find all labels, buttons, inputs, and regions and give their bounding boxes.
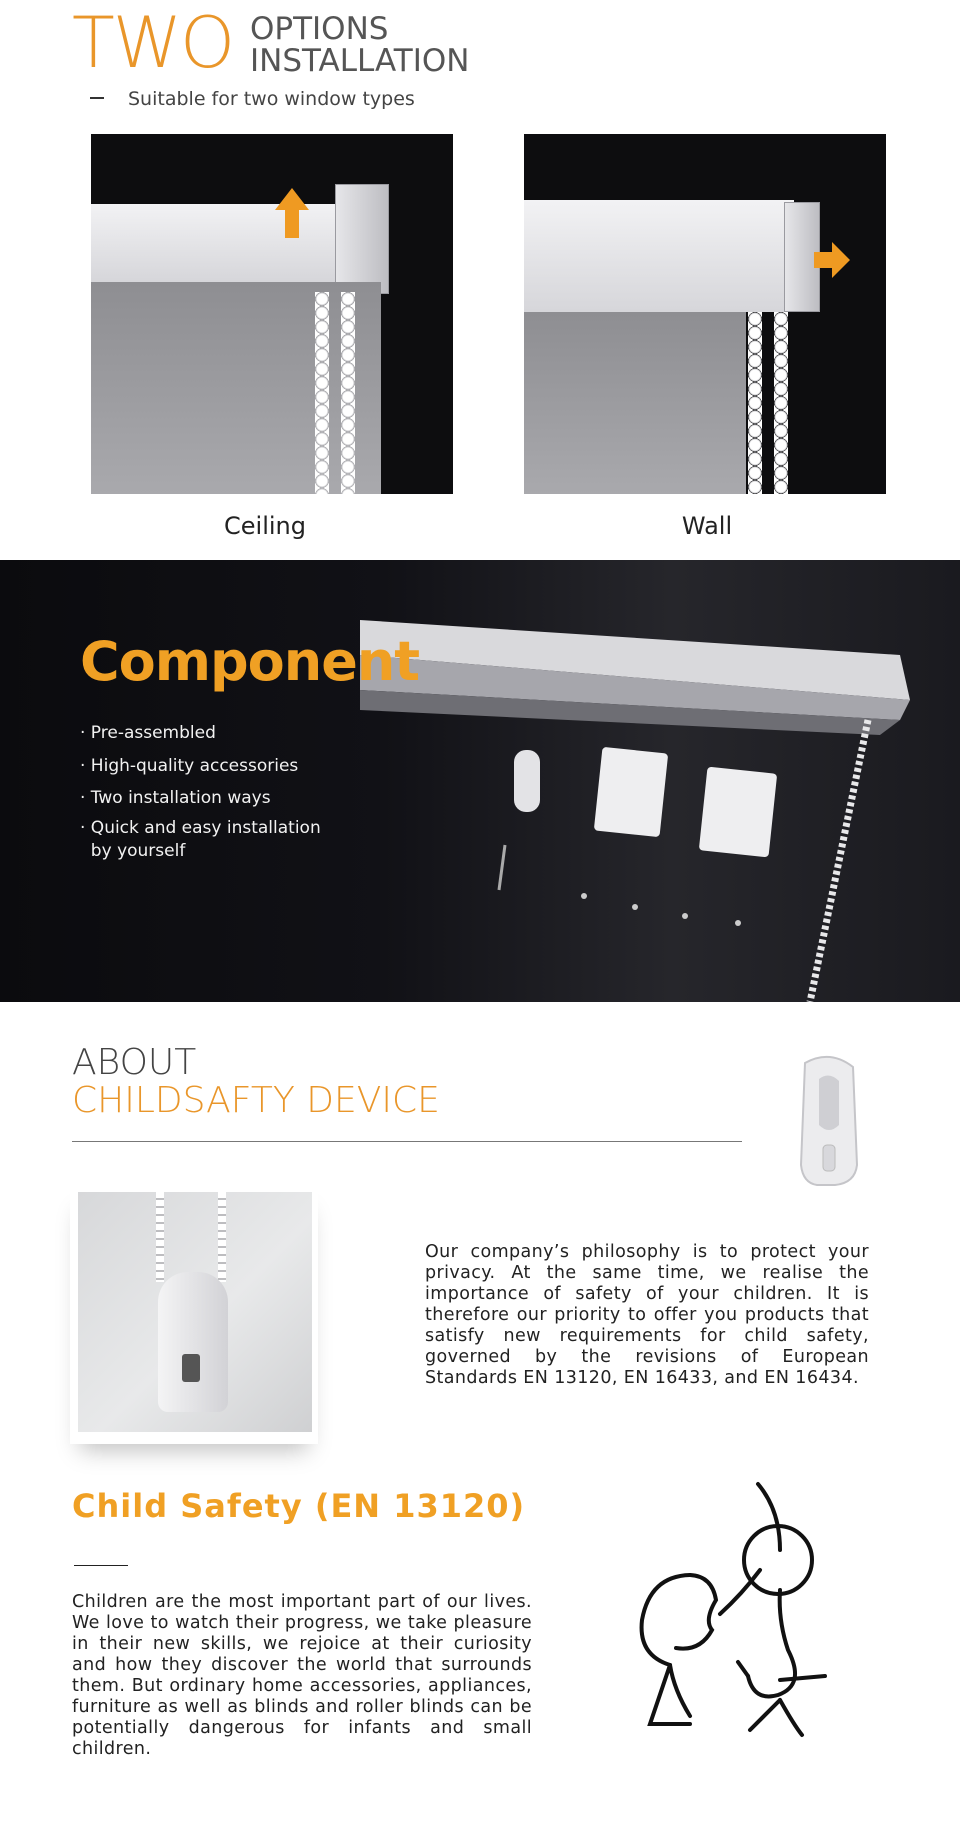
childsafety-heading: CHILDSAFTY DEVICE [72, 1080, 440, 1121]
safety-device-photo-frame [70, 1186, 318, 1444]
bullet-3: · Two installation ways [80, 788, 271, 808]
about-paragraph: Our company’s philosophy is to protect your privacy. At the same time, we realise the importance of safety of your children. It is therefore our priority to offer you products that satisfy new requirements for child safety, governed by the revisions of European Standards EN 13120, EN 16433, and EN 16434. [425, 1242, 869, 1388]
component-band [0, 560, 960, 1002]
subtitle: Suitable for two window types [128, 88, 415, 110]
heading-options: OPTIONS [250, 11, 389, 47]
child-safety-title: Child Safety (EN 13120) [72, 1487, 526, 1525]
component-title: Component [80, 630, 420, 693]
bullet-1: · Pre-assembled [80, 723, 216, 743]
divider [72, 1141, 742, 1142]
about-heading: ABOUT [72, 1042, 197, 1083]
arrow-right-icon [814, 242, 850, 278]
safety-clip-icon [795, 1055, 865, 1191]
heading-installation: INSTALLATION [250, 43, 470, 79]
caption-ceiling: Ceiling [224, 512, 306, 540]
wall-install-photo [524, 134, 886, 494]
heading-two: TWO [72, 2, 234, 84]
component-illustration [0, 560, 960, 1002]
arrow-up-icon [275, 188, 309, 238]
subtitle-dash [90, 97, 104, 99]
safety-device-photo [78, 1192, 312, 1432]
short-divider [74, 1565, 128, 1566]
child-safety-paragraph: Children are the most important part of our lives. We love to watch their progress, we take pleasure in their new skills, we rejoice at their curiosity and how they discover the world that surrounds them. But ordinary home accessories, appliances, furniture as well as blinds and roller blinds can be potentially dangerous for infants and small children. [72, 1592, 532, 1759]
caption-wall: Wall [681, 512, 733, 540]
bullet-4: · Quick and easy installation [80, 818, 321, 838]
bullet-4-cont: by yourself [80, 841, 186, 861]
child-cord-hazard-icon [630, 1480, 840, 1740]
bullet-2: · High-quality accessories [80, 756, 299, 776]
ceiling-install-photo [91, 134, 453, 494]
